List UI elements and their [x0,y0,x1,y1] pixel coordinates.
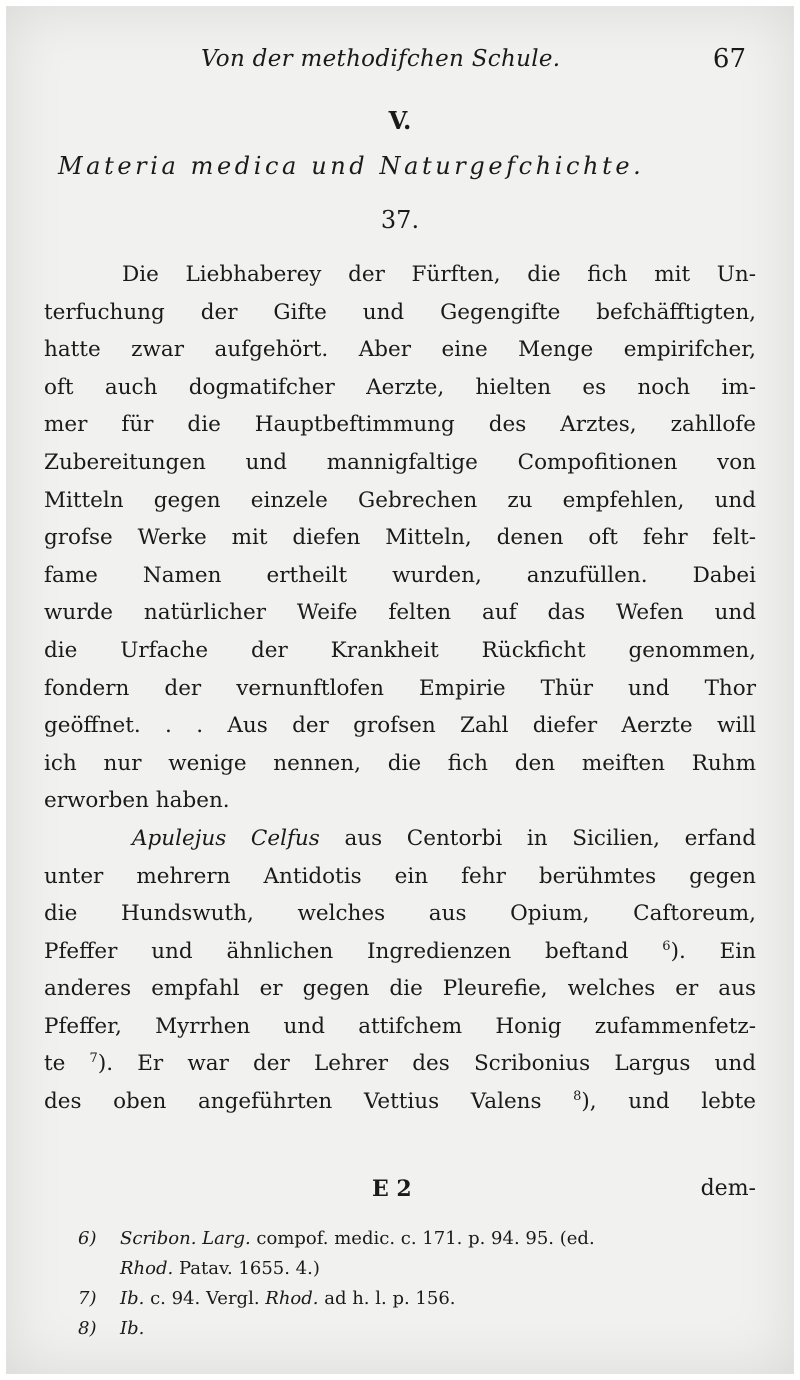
footnote [78,1224,768,1254]
footnote-text: ad h. l. p. 156. [318,1288,456,1309]
footnote-ref[interactable]: 8 [573,1089,582,1105]
footnote-text: compof. medic. c. 171. p. 94. 95. (ed. [250,1228,595,1249]
text-line [44,1083,756,1121]
footnote-author: Ib. [120,1288,145,1309]
text-line: Die Liebhaberey der Fürften, die fich mit Un- [122,262,756,287]
text-line: Mitteln gegen einzele Gebrechen zu empfehlen, und [44,487,756,513]
footnote-author: Scribon. Larg. [120,1228,251,1249]
footnote-author: Rhod. [265,1288,319,1309]
text-line: mer für die Hauptbeftimmung des Arztes, zahllofe [44,412,756,438]
section-number: V. [388,106,412,135]
text-line: erworben haben. [44,788,230,814]
page-header [6,46,794,86]
paragraph-number: 37. [380,206,420,234]
footnote-label: 7) [78,1288,97,1309]
text-span: Pfeffer und ähnlichen Ingredienzen beftand [44,938,663,964]
footnotes [78,1224,768,1344]
footnote-label: 6) [78,1228,97,1249]
footnote-text: c. 94. Vergl. [144,1288,266,1309]
footnote-label: 8) [78,1318,97,1339]
text-span: aus Centorbi in Sicilien, erfand [319,825,756,851]
text-line [44,1045,756,1083]
text-line: hatte zwar aufgehört. Aber eine Menge empirifcher, [44,337,756,363]
text-line: terfuchung der Gifte und Gegengifte befchäfftigten, [44,299,756,325]
footnote-ref[interactable]: 6 [662,938,671,954]
text-line: unter mehrern Antidotis ein fehr berühmtes gegen [44,863,756,889]
text-line: ich nur wenige nennen, die fich den meiften Ruhm [44,750,756,776]
text-line: die Urfache der Krankheit Rückficht genommen, [44,637,756,663]
running-title: Von der methodifchen Schule. [201,46,561,72]
book-page [6,6,794,1374]
text-span: ). Ein [670,938,756,964]
person-name: Apulejus Celfus [132,825,320,851]
text-line: geöffnet. . . Aus der grofsen Zahl diefer Aerzte will [44,713,756,739]
text-span: ), und lebte [581,1089,756,1115]
text-line [44,933,756,971]
page-footer [44,1176,756,1212]
section-title: Materia medica und Naturgefchichte. [58,152,645,180]
text-line: fondern der vernunftlofen Empirie Thür und Thor [44,675,756,701]
footnote-ref[interactable]: 7 [89,1051,98,1067]
text-line: die Hundswuth, welches aus Opium, Caftoreum, [44,901,756,927]
text-span: des oben angeführten Vettius Valens [44,1089,574,1115]
page-number: 67 [712,44,746,74]
text-line: fame Namen ertheilt wurden, anzufüllen. Dabei [44,562,756,588]
signature-mark: E 2 [372,1176,412,1202]
text-line: Pfeffer, Myrrhen und attifchem Honig zufammenfetz- [44,1013,756,1039]
footnote [78,1284,768,1314]
footnote [78,1314,768,1344]
text-line: Zubereitungen und mannigfaltige Compofitionen von [44,449,756,475]
text-line: wurde natürlicher Weife felten auf das Wefen und [44,600,756,626]
text-span: ). Er war der Lehrer des Scribonius Largus und [97,1051,756,1077]
text-line: anderes empfahl er gegen die Pleurefie, welches er aus [44,976,756,1002]
text-line [44,820,756,858]
main-text [44,256,756,1121]
footnote-continuation [78,1254,768,1284]
text-span: te [44,1051,90,1077]
text-line: oft auch dogmatifcher Aerzte, hielten es noch im- [44,374,756,400]
text-line: grofse Werke mit diefen Mitteln, denen oft fehr felt- [44,525,756,551]
footnote-author: Ib. [120,1318,145,1339]
footnote-text: Patav. 1655. 4.) [173,1258,320,1279]
footnote-author: Rhod. [120,1258,174,1279]
catchword: dem- [700,1176,756,1201]
